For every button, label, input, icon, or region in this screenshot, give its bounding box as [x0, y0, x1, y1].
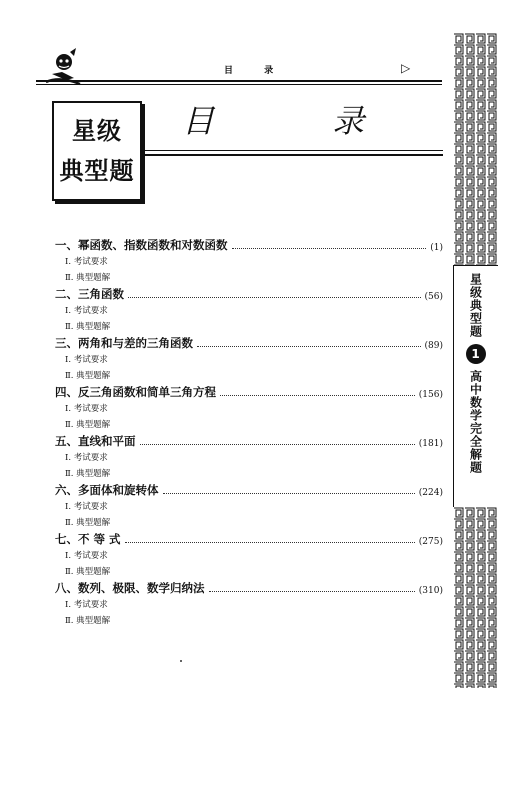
chapter-page: (1) — [430, 243, 443, 253]
toc-chapter[interactable] — [55, 481, 443, 498]
chapter-page: (181) — [418, 439, 443, 449]
toc-subitem[interactable]: Ⅰ. 考试要求 — [65, 551, 108, 561]
toc-subitem[interactable]: Ⅱ. 典型题解 — [65, 518, 111, 528]
speck — [180, 660, 182, 662]
toc-subitem[interactable]: Ⅰ. 考试要求 — [65, 502, 108, 512]
toc-chapter[interactable] — [55, 236, 443, 253]
chapter-page: (275) — [418, 537, 443, 547]
toc-subitem[interactable]: Ⅱ. 典型题解 — [65, 469, 111, 479]
badge-line-1: 星级 — [72, 117, 122, 145]
toc-subitem[interactable]: Ⅰ. 考试要求 — [65, 355, 108, 365]
toc-subitem[interactable]: Ⅱ. 典型题解 — [65, 420, 111, 430]
toc-chapter[interactable] — [55, 383, 443, 400]
page-title: 目 录 — [182, 102, 419, 140]
leader-dots — [140, 443, 415, 445]
header-rule-thin — [36, 84, 442, 85]
band-bottom-text: 高中数学完全解题 — [468, 370, 483, 474]
chapter-title: 二、三角函数 — [55, 287, 124, 301]
toc-subitem[interactable]: Ⅰ. 考试要求 — [65, 600, 108, 610]
leader-dots — [220, 394, 415, 396]
chapter-title: 八、数列、极限、数学归纳法 — [55, 581, 205, 595]
side-band — [453, 33, 498, 688]
toc-chapter[interactable] — [55, 334, 443, 351]
star-problems-badge — [52, 101, 142, 201]
chapter-title: 一、幂函数、指数函数和对数函数 — [55, 238, 228, 252]
fret-pattern-bottom — [453, 507, 498, 688]
leader-dots — [209, 590, 415, 592]
leader-dots — [232, 247, 427, 249]
chapter-page: (310) — [418, 586, 443, 596]
toc-subitem[interactable]: Ⅰ. 考试要求 — [65, 257, 108, 267]
toc-chapter[interactable] — [55, 530, 443, 547]
volume-number-badge: 1 — [466, 344, 486, 364]
chapter-page: (89) — [424, 341, 443, 351]
badge-line-2: 典型题 — [59, 157, 135, 185]
toc-chapter[interactable] — [55, 579, 443, 596]
toc-subitem[interactable]: Ⅱ. 典型题解 — [65, 567, 111, 577]
table-of-contents — [55, 236, 443, 628]
band-top-text: 星级典型题 — [468, 273, 483, 338]
chapter-title: 七、不 等 式 — [55, 532, 121, 546]
leader-dots — [125, 541, 415, 543]
side-band-text — [453, 273, 498, 474]
header-rule — [36, 80, 442, 82]
mascot-logo-icon — [40, 48, 84, 88]
header-title: 目 录 — [224, 66, 288, 76]
leader-dots — [128, 296, 421, 298]
chapter-page: (224) — [418, 488, 443, 498]
toc-chapter[interactable] — [55, 285, 443, 302]
toc-subitem[interactable]: Ⅱ. 典型题解 — [65, 322, 111, 332]
header-arrow-icon: ▷ — [401, 61, 411, 75]
toc-subitem[interactable]: Ⅱ. 典型题解 — [65, 371, 111, 381]
toc-subitem[interactable]: Ⅱ. 典型题解 — [65, 616, 111, 626]
toc-subitem[interactable]: Ⅰ. 考试要求 — [65, 306, 108, 316]
toc-subitem[interactable]: Ⅰ. 考试要求 — [65, 453, 108, 463]
leader-dots — [197, 345, 421, 347]
toc-chapter[interactable] — [55, 432, 443, 449]
fret-pattern-top — [453, 33, 498, 265]
chapter-title: 四、反三角函数和简单三角方程 — [55, 385, 216, 399]
chapter-title: 三、两角和与差的三角函数 — [55, 336, 193, 350]
toc-subitem[interactable]: Ⅰ. 考试要求 — [65, 404, 108, 414]
title-rule — [143, 150, 443, 151]
chapter-title: 五、直线和平面 — [55, 434, 136, 448]
toc-subitem[interactable]: Ⅱ. 典型题解 — [65, 273, 111, 283]
chapter-page: (156) — [418, 390, 443, 400]
chapter-title: 六、多面体和旋转体 — [55, 483, 159, 497]
leader-dots — [163, 492, 415, 494]
band-rule — [453, 265, 498, 266]
title-rule-thick — [143, 154, 443, 156]
chapter-page: (56) — [424, 292, 443, 302]
